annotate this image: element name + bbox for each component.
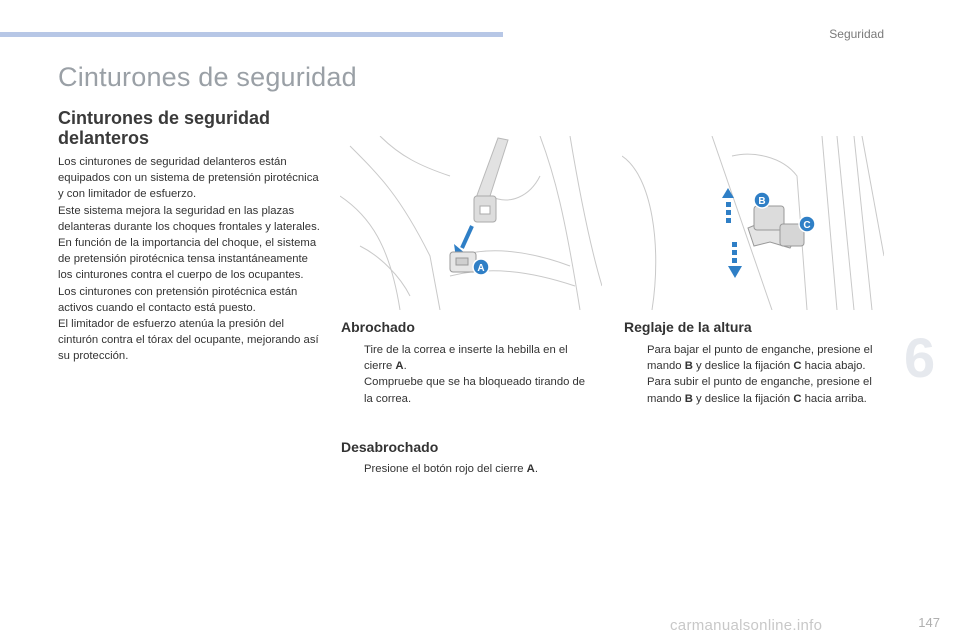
section-header: Seguridad: [829, 27, 884, 41]
list-item: [624, 374, 884, 406]
height-adjust-illustration: [622, 136, 884, 310]
step-text: Tire de la correa e inserte la hebilla en el cierre: [364, 344, 568, 373]
step-text: Para subir el punto de enganche, presione el mando: [647, 376, 872, 405]
list-item: [624, 342, 884, 374]
list-item: [341, 374, 596, 406]
buckling-steps: [341, 342, 596, 407]
height-adjust-heading: Reglaje de la altura: [624, 319, 752, 335]
step-text: .: [403, 360, 407, 373]
buckle-drawing: [340, 136, 602, 310]
height-adjust-drawing: [622, 136, 884, 310]
page-number: 147: [918, 615, 940, 630]
step-text: hacia abajo.: [801, 360, 866, 373]
step-ref: A: [395, 360, 404, 373]
step-text: Para bajar el punto de enganche, presione el mando: [647, 344, 873, 373]
intro-text: [58, 154, 323, 365]
intro-paragraph: El limitador de esfuerzo atenúa la presión del cinturón contra el tórax del ocupante, mejorando así su protección.: [58, 318, 319, 363]
page-title: Cinturones de seguridad: [58, 62, 357, 92]
step-ref: C: [793, 392, 802, 405]
step-ref: C: [793, 360, 802, 373]
buckling-heading: Abrochado: [341, 319, 415, 335]
intro-paragraph: Los cinturones con pretensión pirotécnica están activos cuando el contacto está puesto.: [58, 285, 298, 314]
front-belts-heading: Cinturones de seguridad delanteros: [58, 108, 271, 148]
height-adjust-steps: [624, 342, 884, 407]
step-text: y deslice la fijación: [692, 360, 794, 373]
label-c: C: [803, 220, 811, 231]
list-item: [341, 461, 596, 477]
intro-paragraph: Este sistema mejora la seguridad en las plazas delanteras durante los choques frontales y laterales. En función de la importancia del choque, el sistema de pretensión pirotécnica tensa instantáneamente los cinturones contra el cuerpo de los ocupantes.: [58, 204, 320, 282]
unbuckling-heading: Desabrochado: [341, 439, 439, 455]
step-text: Presione el botón rojo del cierre: [364, 463, 527, 475]
chapter-number: 6: [904, 326, 936, 389]
watermark: carmanualsonline.info: [670, 617, 823, 634]
step-ref: B: [684, 392, 693, 405]
intro-paragraph: Los cinturones de seguridad delanteros están equipados con un sistema de pretensión pirotécnica y con limitador de esfuerzo.: [58, 156, 319, 201]
step-ref: B: [684, 360, 693, 373]
step-text: y deslice la fijación: [692, 392, 794, 405]
unbuckling-steps: [341, 461, 596, 477]
step-text: .: [534, 463, 538, 475]
label-b: B: [758, 196, 766, 207]
step-ref: A: [526, 463, 535, 475]
header-accent-bar: [0, 32, 503, 37]
list-item: [341, 342, 596, 374]
step-text: Compruebe que se ha bloqueado tirando de la correa.: [364, 376, 586, 405]
label-a: A: [477, 263, 485, 274]
buckle-illustration: [340, 136, 602, 310]
step-text: hacia arriba.: [801, 392, 867, 405]
